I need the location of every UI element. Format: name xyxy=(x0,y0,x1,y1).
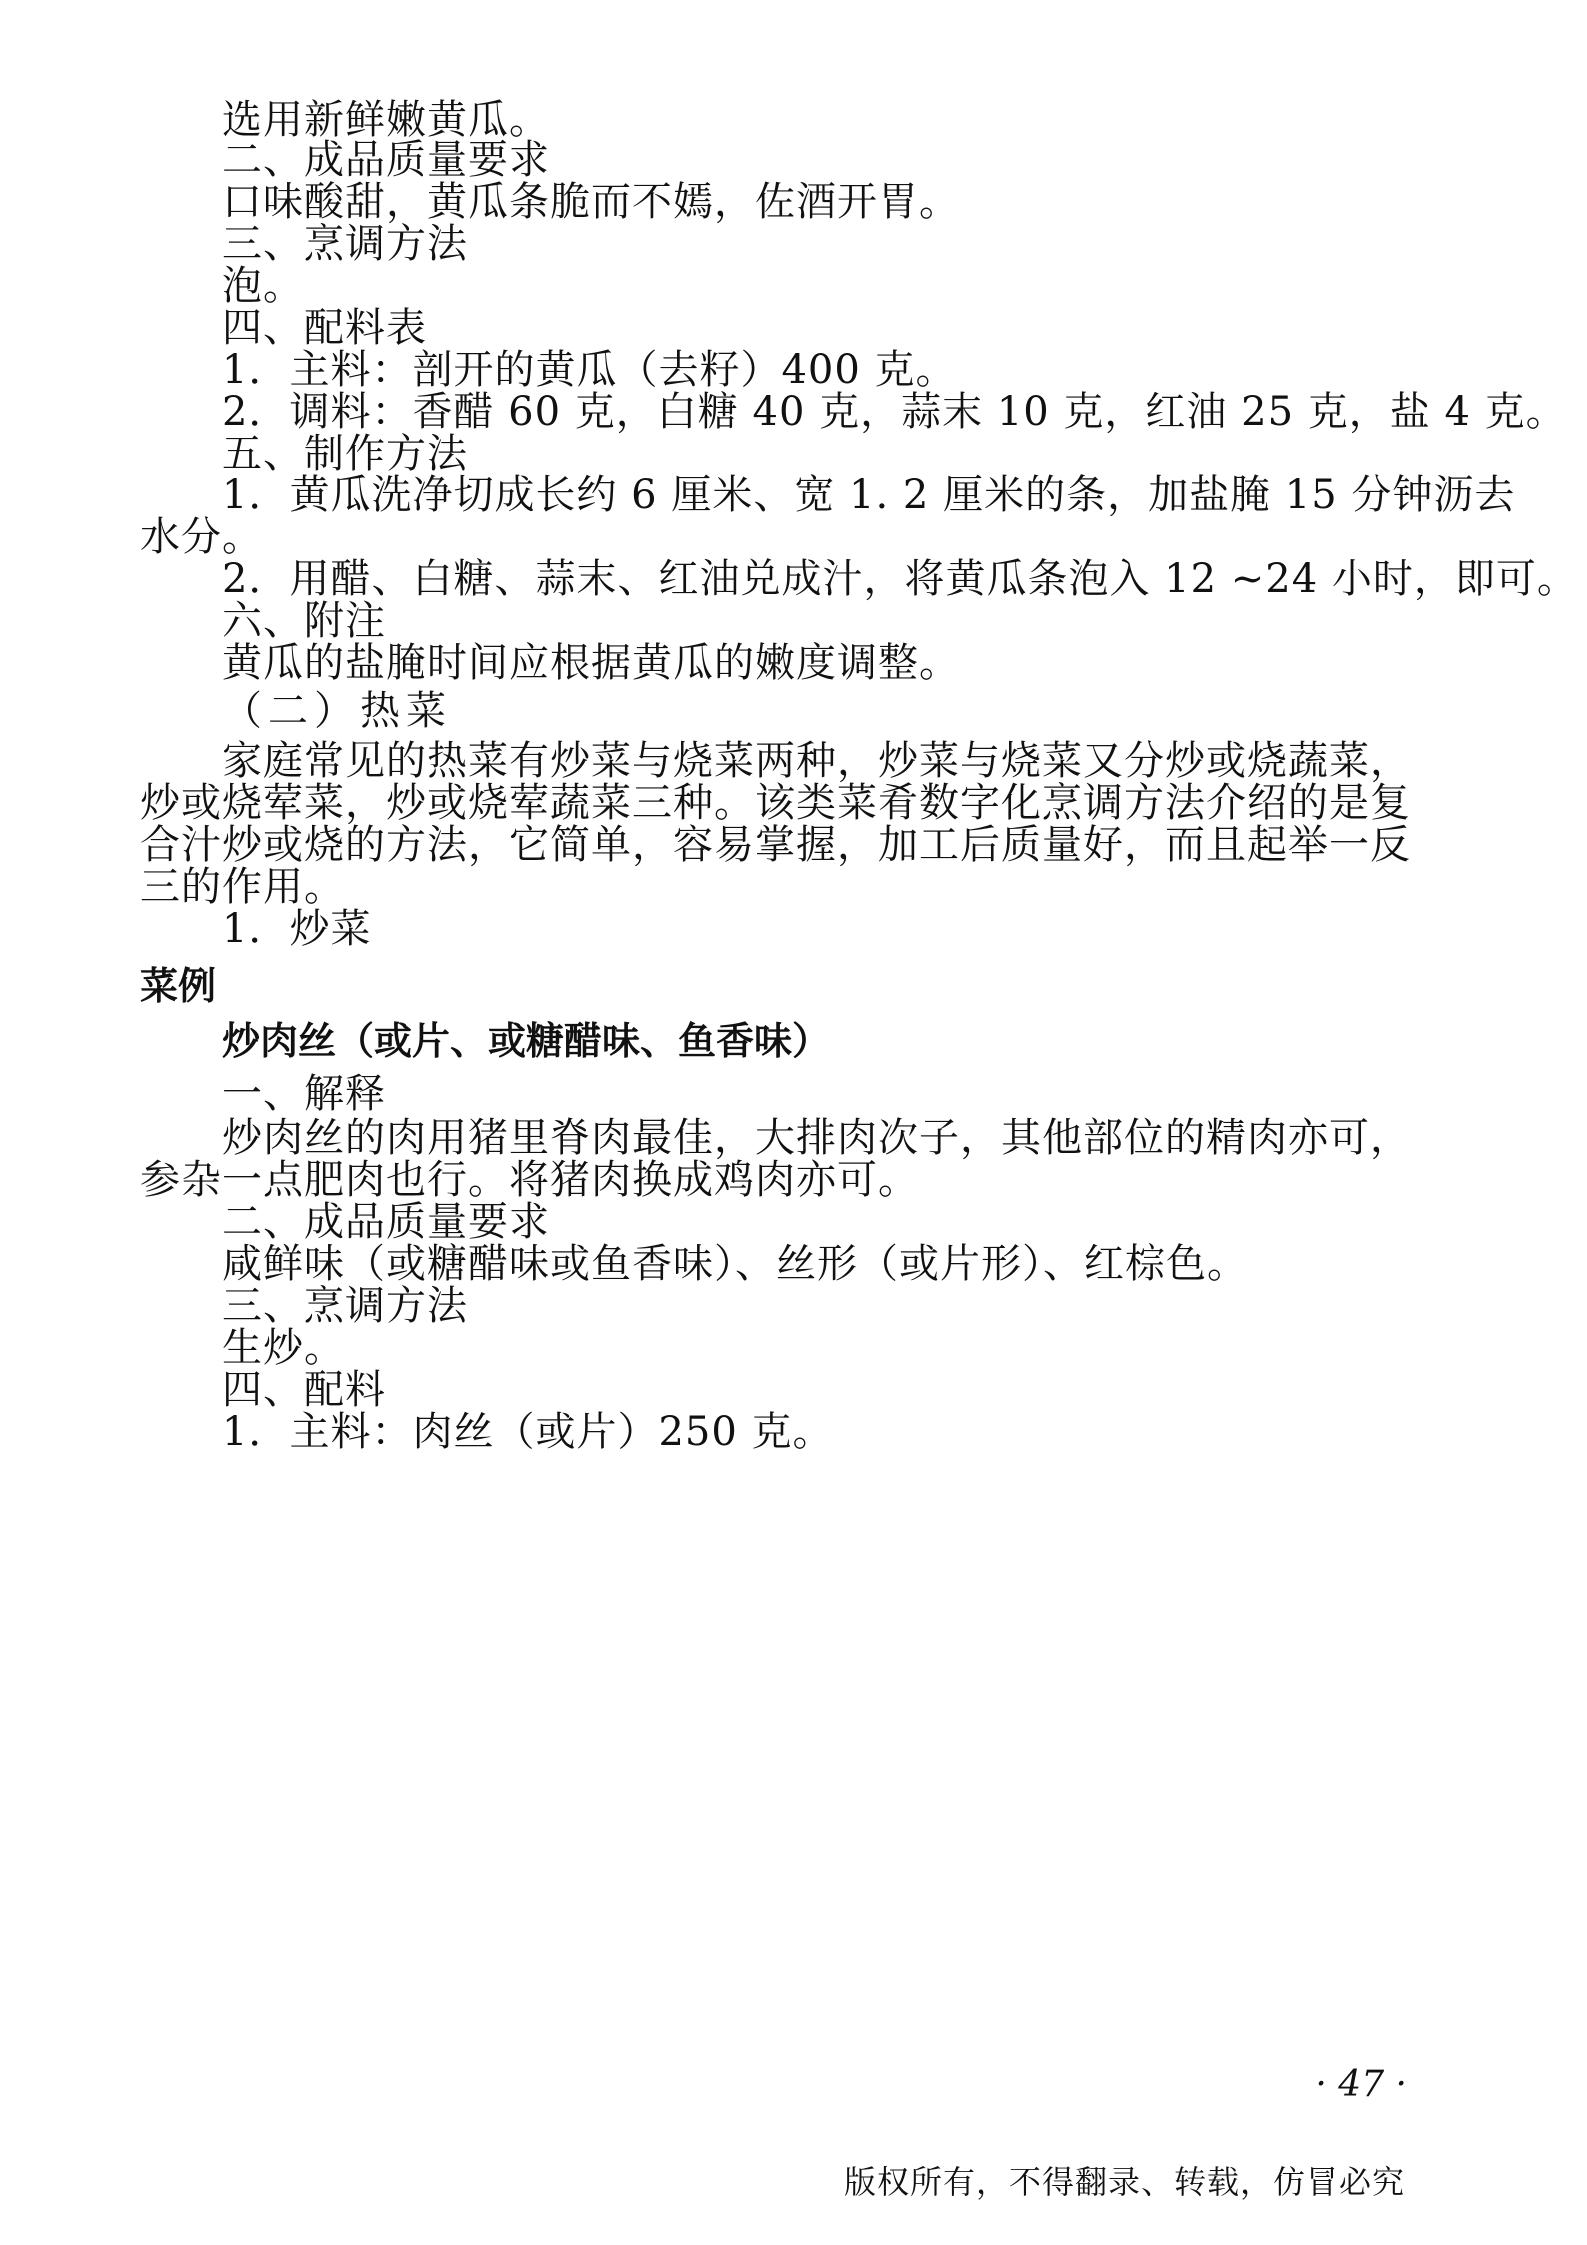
section-heading: 三、烹调方法 xyxy=(222,1283,468,1329)
paragraph-line: 参杂一点肥肉也行。将猪肉换成鸡肉亦可。 xyxy=(140,1157,919,1203)
subsection-title: （二）热菜 xyxy=(222,688,452,734)
paragraph-line: 合汁炒或烧的方法，它简单，容易掌握，加工后质量好，而且起举一反 xyxy=(140,822,1411,868)
section-heading: 四、配料表 xyxy=(222,305,427,351)
list-item: 1．炒菜 xyxy=(222,906,372,952)
paragraph-line: 三的作用。 xyxy=(140,864,345,910)
list-item: 1．黄瓜洗净切成长约 6 厘米、宽 1. 2 厘米的条，加盐腌 15 分钟沥去 xyxy=(222,472,1516,518)
text-line: 选用新鲜嫩黄瓜。 xyxy=(222,97,550,143)
section-heading: 六、附注 xyxy=(222,598,386,644)
list-item: 1．主料：肉丝（或片）250 克。 xyxy=(222,1409,834,1455)
page-number: · 47 · xyxy=(1315,2064,1407,2105)
section-heading: 四、配料 xyxy=(222,1367,386,1413)
section-heading: 二、成品质量要求 xyxy=(222,1199,550,1245)
paragraph-line: 家庭常见的热菜有炒菜与烧菜两种，炒菜与烧菜又分炒或烧蔬菜， xyxy=(222,738,1411,784)
section-heading: 五、制作方法 xyxy=(222,431,468,477)
example-heading: 菜例 xyxy=(140,964,217,1008)
paragraph-line: 炒或烧荤菜，炒或烧荤蔬菜三种。该类菜肴数字化烹调方法介绍的是复 xyxy=(140,780,1411,826)
dish-title: 炒肉丝（或片、或糖醋味、鱼香味） xyxy=(222,1019,831,1063)
section-heading: 三、烹调方法 xyxy=(222,221,468,267)
text-line: 泡。 xyxy=(222,263,304,309)
paragraph-line: 炒肉丝的肉用猪里脊肉最佳，大排肉次子，其他部位的精肉亦可， xyxy=(222,1115,1411,1161)
list-item: 1．主料：剖开的黄瓜（去籽）400 克。 xyxy=(222,347,957,393)
copyright-footer: 版权所有，不得翻录、转载，仿冒必究 xyxy=(843,2163,1405,2201)
text-line: 口味酸甜，黄瓜条脆而不嫣，佐酒开胃。 xyxy=(222,179,960,225)
text-line: 黄瓜的盐腌时间应根据黄瓜的嫩度调整。 xyxy=(222,640,960,686)
text-line: 水分。 xyxy=(140,514,263,560)
list-item: 2．用醋、白糖、蒜末、红油兑成汁，将黄瓜条泡入 12 ~24 小时，即可。 xyxy=(222,556,1578,602)
section-heading: 一、解释 xyxy=(222,1071,386,1117)
section-heading: 二、成品质量要求 xyxy=(222,137,550,183)
text-line: 咸鲜味（或糖醋味或鱼香味）、丝形（或片形）、红棕色。 xyxy=(222,1241,1248,1287)
text-line: 生炒。 xyxy=(222,1325,345,1371)
list-item: 2．调料：香醋 60 克，白糖 40 克，蒜末 10 克，红油 25 克，盐 4 克。 xyxy=(222,389,1567,435)
